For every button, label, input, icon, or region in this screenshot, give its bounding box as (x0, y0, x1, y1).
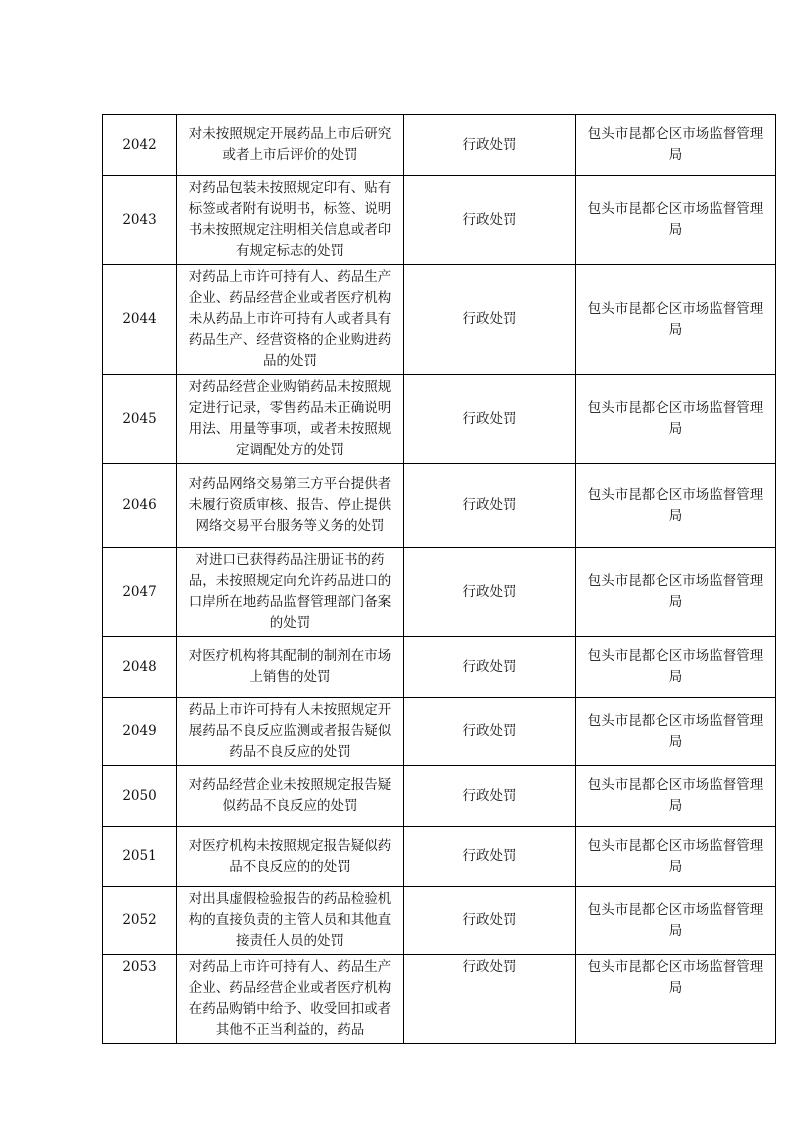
item-type: 行政处罚 (404, 887, 576, 955)
table-row (103, 637, 776, 698)
item-type: 行政处罚 (404, 698, 576, 766)
item-name: 对药品经营企业购销药品未按照规定进行记录，零售药品未正确说明用法、用量等事项，或者未按照规定调配处方的处罚 (177, 375, 404, 464)
department: 包头市昆都仑区市场监督管理局 (576, 698, 776, 766)
row-number: 2044 (103, 265, 177, 375)
department: 包头市昆都仑区市场监督管理局 (576, 766, 776, 827)
item-type: 行政处罚 (404, 115, 576, 176)
item-type: 行政处罚 (404, 827, 576, 887)
department: 包头市昆都仑区市场监督管理局 (576, 375, 776, 464)
item-name: 对药品上市许可持有人、药品生产企业、药品经营企业或者医疗机构未从药品上市许可持有人或者具有药品生产、经营资格的企业购进药品的处罚 (177, 265, 404, 375)
row-number: 2050 (103, 766, 177, 827)
item-type: 行政处罚 (404, 464, 576, 548)
item-name: 药品上市许可持有人未按照规定开展药品不良反应监测或者报告疑似药品不良反应的处罚 (177, 698, 404, 766)
table-row (103, 265, 776, 375)
row-number: 2049 (103, 698, 177, 766)
department: 包头市昆都仑区市场监督管理局 (576, 115, 776, 176)
table-row (103, 698, 776, 766)
row-number: 2045 (103, 375, 177, 464)
item-name: 对医疗机构将其配制的制剂在市场上销售的处罚 (177, 637, 404, 698)
table-row (103, 464, 776, 548)
row-number: 2047 (103, 548, 177, 637)
row-number: 2042 (103, 115, 177, 176)
row-number: 2043 (103, 176, 177, 265)
table-row (103, 766, 776, 827)
row-number: 2052 (103, 887, 177, 955)
table-row (103, 375, 776, 464)
item-type: 行政处罚 (404, 548, 576, 637)
item-name: 对进口已获得药品注册证书的药品，未按照规定向允许药品进口的口岸所在地药品监督管理部门备案的处罚 (177, 548, 404, 637)
item-name: 对药品网络交易第三方平台提供者未履行资质审核、报告、停止提供网络交易平台服务等义务的处罚 (177, 464, 404, 548)
table-row (103, 887, 776, 955)
item-name: 对出具虚假检验报告的药品检验机构的直接负责的主管人员和其他直接责任人员的处罚 (177, 887, 404, 955)
item-name: 对未按照规定开展药品上市后研究或者上市后评价的处罚 (177, 115, 404, 176)
item-type: 行政处罚 (404, 265, 576, 375)
item-type: 行政处罚 (404, 766, 576, 827)
row-number: 2046 (103, 464, 177, 548)
row-number: 2048 (103, 637, 177, 698)
row-number: 2053 (103, 955, 177, 1044)
table-row (103, 548, 776, 637)
department: 包头市昆都仑区市场监督管理局 (576, 827, 776, 887)
department: 包头市昆都仑区市场监督管理局 (576, 887, 776, 955)
item-type: 行政处罚 (404, 955, 576, 1044)
item-type: 行政处罚 (404, 375, 576, 464)
table-row (103, 955, 776, 1044)
table-row (103, 176, 776, 265)
item-name: 对药品包装未按照规定印有、贴有标签或者附有说明书，标签、说明书未按照规定注明相关信息或者印有规定标志的处罚 (177, 176, 404, 265)
department: 包头市昆都仑区市场监督管理局 (576, 548, 776, 637)
table-row (103, 115, 776, 176)
table-row (103, 827, 776, 887)
item-name: 对药品经营企业未按照规定报告疑似药品不良反应的处罚 (177, 766, 404, 827)
item-type: 行政处罚 (404, 176, 576, 265)
row-number: 2051 (103, 827, 177, 887)
department: 包头市昆都仑区市场监督管理局 (576, 176, 776, 265)
department: 包头市昆都仑区市场监督管理局 (576, 637, 776, 698)
department: 包头市昆都仑区市场监督管理局 (576, 955, 776, 1044)
item-name: 对医疗机构未按照规定报告疑似药品不良反应的的处罚 (177, 827, 404, 887)
penalty-table (102, 114, 776, 1044)
department: 包头市昆都仑区市场监督管理局 (576, 464, 776, 548)
department: 包头市昆都仑区市场监督管理局 (576, 265, 776, 375)
item-type: 行政处罚 (404, 637, 576, 698)
item-name: 对药品上市许可持有人、药品生产企业、药品经营企业或者医疗机构在药品购销中给予、收受回扣或者其他不正当利益的，药品 (177, 955, 404, 1044)
